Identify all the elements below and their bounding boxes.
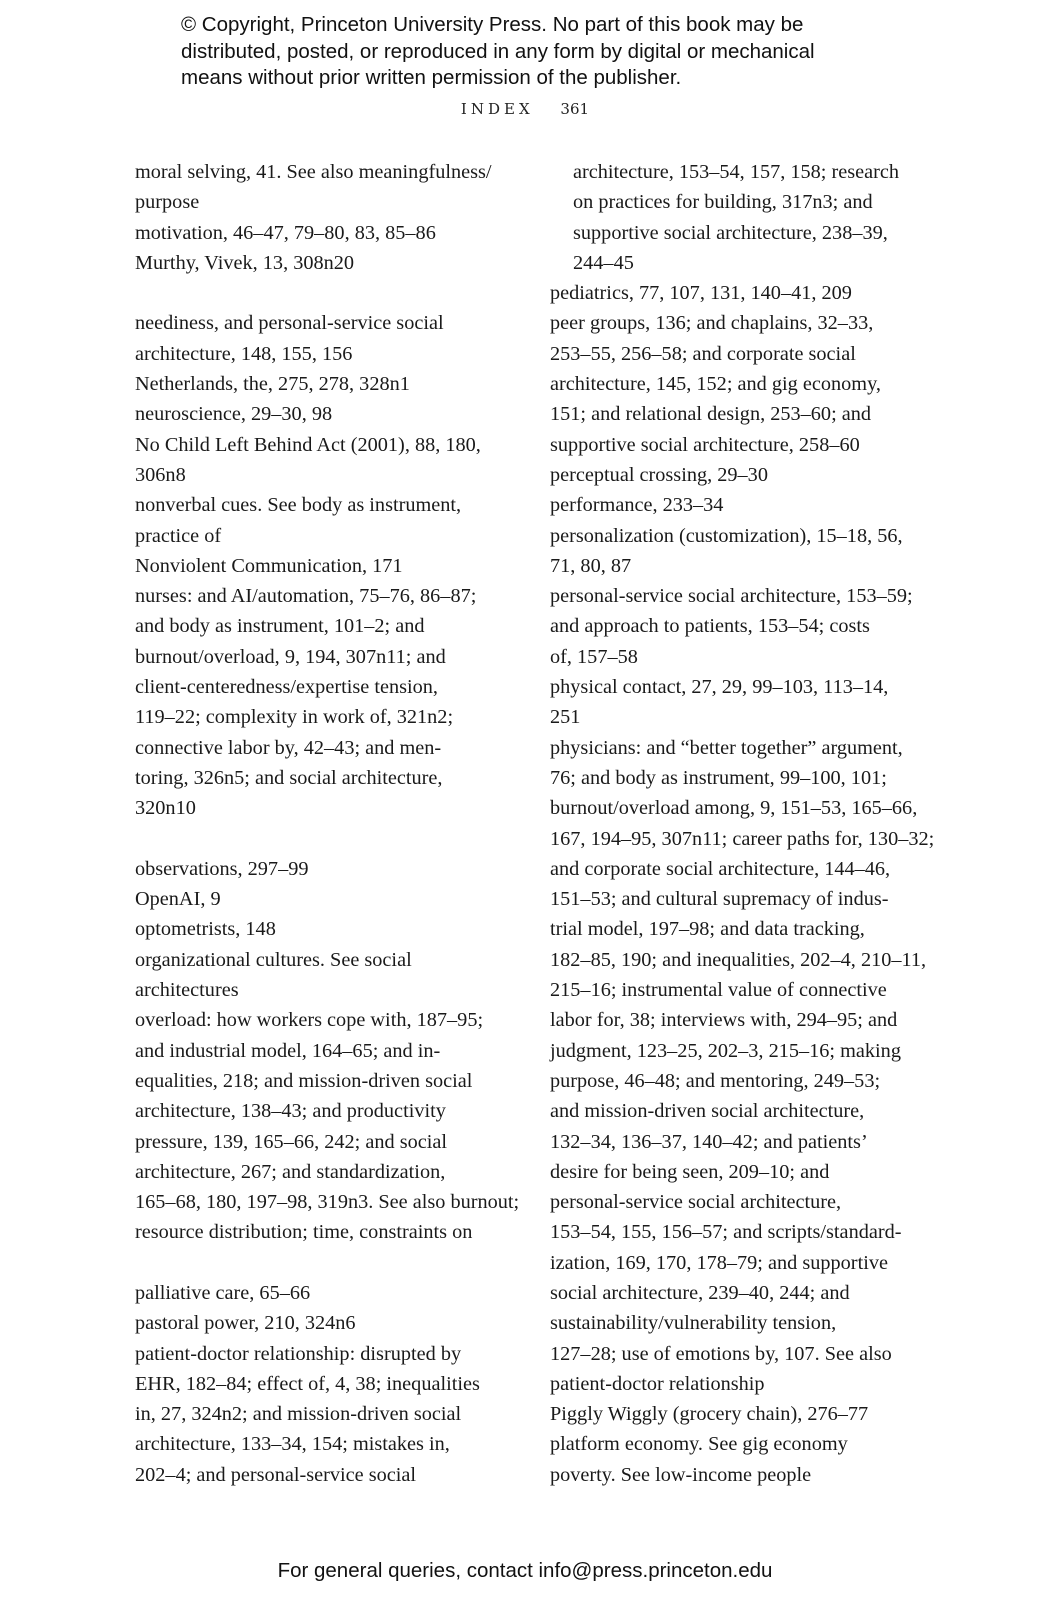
index-line: architecture, 153–54, 157, 158; research xyxy=(573,161,900,183)
index-entry-peer-groups xyxy=(550,308,930,459)
index-line: personal-service social architecture, xyxy=(550,1191,842,1214)
index-line: sustainability/vulnerability tension, xyxy=(550,1312,837,1335)
index-line: 127–28; use of emotions by, 107. See also xyxy=(550,1342,892,1365)
index-line: performance, 233–34 xyxy=(550,494,724,517)
index-entry-optometrists xyxy=(135,914,515,944)
index-line: of, 157–58 xyxy=(550,645,638,668)
index-line: 306n8 xyxy=(135,463,186,486)
index-line: architecture, 133–34, 154; mistakes in, xyxy=(135,1433,450,1456)
index-entry-netherlands xyxy=(135,369,515,399)
index-line: supportive social architecture, 238–39, xyxy=(573,221,888,244)
index-line: organizational cultures. See social xyxy=(135,948,412,971)
index-line: pressure, 139, 165–66, 242; and social xyxy=(135,1130,448,1153)
index-line: burnout/overload among, 9, 151–53, 165–66, xyxy=(550,797,918,820)
index-line: physicians: and “better together” argument, xyxy=(550,736,903,759)
index-line: peer groups, 136; and chaplains, 32–33, xyxy=(550,312,874,335)
index-entry-platform-economy xyxy=(550,1429,930,1459)
index-line: 119–22; complexity in work of, 321n2; xyxy=(135,706,454,729)
index-entry-performance xyxy=(550,490,930,520)
index-line: equalities, 218; and mission-driven social xyxy=(135,1069,473,1092)
index-line: architecture, 145, 152; and gig economy, xyxy=(550,373,881,396)
index-line: Piggly Wiggly (grocery chain), 276–77 xyxy=(550,1403,869,1426)
index-line: resource distribution; time, constraints on xyxy=(135,1221,473,1244)
index-line: poverty. See low-income people xyxy=(550,1463,812,1486)
index-entry-personalization xyxy=(550,521,930,582)
index-line: client-centeredness/expertise tension, xyxy=(135,676,438,699)
index-line: platform economy. See gig economy xyxy=(550,1433,848,1456)
index-entry-perceptual-crossing xyxy=(550,460,930,490)
index-entry-organizational-cultures xyxy=(135,945,515,1006)
page-number: 361 xyxy=(560,100,590,118)
index-line: patient-doctor relationship: disrupted by xyxy=(135,1342,462,1365)
copyright-notice xyxy=(181,12,941,92)
index-line: pediatrics, 77, 107, 131, 140–41, 209 xyxy=(550,282,852,305)
index-line: judgment, 123–25, 202–3, 215–16; making xyxy=(550,1039,901,1062)
index-entry-poverty xyxy=(550,1460,930,1490)
index-entry-physical-contact xyxy=(550,672,930,733)
index-line: overload: how workers cope with, 187–95; xyxy=(135,1009,484,1032)
index-line: 320n10 xyxy=(135,797,196,820)
index-line: toring, 326n5; and social architecture, xyxy=(135,766,443,789)
index-line: 151–53; and cultural supremacy of indus- xyxy=(550,888,889,911)
index-entry-murthy xyxy=(135,248,515,278)
index-entry-moral-selving xyxy=(135,157,515,218)
index-line: 251 xyxy=(550,706,581,729)
index-column-left xyxy=(135,157,520,1490)
index-column-right xyxy=(550,157,935,1490)
index-line: and industrial model, 164–65; and in- xyxy=(135,1039,441,1062)
section-gap xyxy=(135,824,515,854)
index-line: 151; and relational design, 253–60; and xyxy=(550,403,872,426)
index-line: trial model, 197–98; and data tracking, xyxy=(550,918,865,941)
index-line: burnout/overload, 9, 194, 307n11; and xyxy=(135,645,446,668)
index-line: palliative care, 65–66 xyxy=(135,1281,311,1304)
footer-contact: For general queries, contact info@press.princeton.edu xyxy=(277,1559,773,1582)
index-line: and approach to patients, 153–54; costs xyxy=(550,615,870,638)
index-line: ization, 169, 170, 178–79; and supportive xyxy=(550,1251,888,1274)
index-line: 165–68, 180, 197–98, 319n3. See also burnout; xyxy=(135,1191,520,1214)
index-line: No Child Left Behind Act (2001), 88, 180, xyxy=(135,433,481,456)
index-line: moral selving, 41. See also meaningfulness/ xyxy=(135,161,492,183)
index-line: neuroscience, 29–30, 98 xyxy=(135,403,333,426)
copyright-line: distributed, posted, or reproduced in any form by digital or mechanical xyxy=(181,39,815,63)
index-entry-palliative-care xyxy=(135,1278,515,1308)
index-entry-personal-service xyxy=(550,581,930,672)
index-entry-no-child-left-behind xyxy=(135,430,515,491)
index-entry-continued xyxy=(550,157,930,278)
index-line: connective labor by, 42–43; and men- xyxy=(135,736,442,759)
index-entry-neuroscience xyxy=(135,399,515,429)
index-line: nonverbal cues. See body as instrument, xyxy=(135,494,462,517)
index-line: purpose xyxy=(135,191,200,214)
index-line: EHR, 182–84; effect of, 4, 38; inequalities xyxy=(135,1372,480,1395)
section-gap xyxy=(135,1248,515,1278)
index-entry-patient-doctor-relationship xyxy=(135,1339,515,1490)
index-line: architecture, 267; and standardization, xyxy=(135,1160,446,1183)
index-line: motivation, 46–47, 79–80, 83, 85–86 xyxy=(135,221,436,244)
index-line: 132–34, 136–37, 140–42; and patients’ xyxy=(550,1130,868,1153)
index-line: social architecture, 239–40, 244; and xyxy=(550,1281,850,1304)
copyright-line: © Copyright, Princeton University Press. No part of this book may be xyxy=(181,13,804,36)
section-gap xyxy=(135,278,515,308)
index-line: and corporate social architecture, 144–46, xyxy=(550,857,891,880)
index-line: 182–85, 190; and inequalities, 202–4, 210–11, xyxy=(550,948,927,971)
index-line: architectures xyxy=(135,979,239,1002)
index-entry-overload xyxy=(135,1005,520,1247)
index-entry-nurses xyxy=(135,581,515,823)
index-line: physical contact, 27, 29, 99–103, 113–14, xyxy=(550,676,889,699)
index-line: architecture, 148, 155, 156 xyxy=(135,342,353,365)
index-line: 71, 80, 87 xyxy=(550,554,632,577)
index-entry-nonviolent-communication xyxy=(135,551,515,581)
index-line: 202–4; and personal-service social xyxy=(135,1463,417,1486)
index-line: 153–54, 155, 156–57; and scripts/standard- xyxy=(550,1221,902,1244)
index-line: architecture, 138–43; and productivity xyxy=(135,1100,446,1123)
index-entry-piggly-wiggly xyxy=(550,1399,930,1429)
index-line: practice of xyxy=(135,524,222,547)
index-line: personal-service social architecture, 153–59; xyxy=(550,585,913,608)
index-line: perceptual crossing, 29–30 xyxy=(550,463,768,486)
index-line: neediness, and personal-service social xyxy=(135,312,444,335)
index-line: and body as instrument, 101–2; and xyxy=(135,615,425,638)
index-entry-neediness xyxy=(135,308,515,369)
index-entry-observations xyxy=(135,854,515,884)
index-line: optometrists, 148 xyxy=(135,918,276,941)
running-head-label: INDEX xyxy=(460,100,534,118)
index-entry-openai xyxy=(135,884,515,914)
index-line: personalization (customization), 15–18, 56, xyxy=(550,524,903,547)
index-entry-pastoral-power xyxy=(135,1308,515,1338)
index-entry-pediatrics xyxy=(550,278,930,308)
index-line: and mission-driven social architecture, xyxy=(550,1100,865,1123)
index-line: OpenAI, 9 xyxy=(135,888,221,911)
index-line: desire for being seen, 209–10; and xyxy=(550,1160,830,1183)
index-line: supportive social architecture, 258–60 xyxy=(550,433,860,456)
index-entry-motivation xyxy=(135,218,515,248)
index-line: nurses: and AI/automation, 75–76, 86–87; xyxy=(135,585,477,608)
index-line: labor for, 38; interviews with, 294–95; and xyxy=(550,1009,898,1032)
index-line: 253–55, 256–58; and corporate social xyxy=(550,342,856,365)
index-line: patient-doctor relationship xyxy=(550,1372,765,1395)
index-line: 244–45 xyxy=(573,251,634,274)
index-line: pastoral power, 210, 324n6 xyxy=(135,1312,356,1335)
index-line: in, 27, 324n2; and mission-driven social xyxy=(135,1403,462,1426)
index-entry-physicians xyxy=(550,733,935,1400)
running-head xyxy=(0,100,1050,118)
index-line: purpose, 46–48; and mentoring, 249–53; xyxy=(550,1069,881,1092)
index-line: 215–16; instrumental value of connective xyxy=(550,979,887,1002)
index-entry-nonverbal-cues xyxy=(135,490,515,551)
index-line: on practices for building, 317n3; and xyxy=(573,191,873,214)
copyright-line: means without prior written permission of the publisher. xyxy=(181,66,682,89)
index-line: 76; and body as instrument, 99–100, 101; xyxy=(550,766,887,789)
index-line: observations, 297–99 xyxy=(135,857,309,880)
index-line: Murthy, Vivek, 13, 308n20 xyxy=(135,251,355,274)
index-line: Nonviolent Communication, 171 xyxy=(135,554,403,577)
index-line: Netherlands, the, 275, 278, 328n1 xyxy=(135,373,410,396)
index-line: 167, 194–95, 307n11; career paths for, 130–32; xyxy=(550,827,935,850)
